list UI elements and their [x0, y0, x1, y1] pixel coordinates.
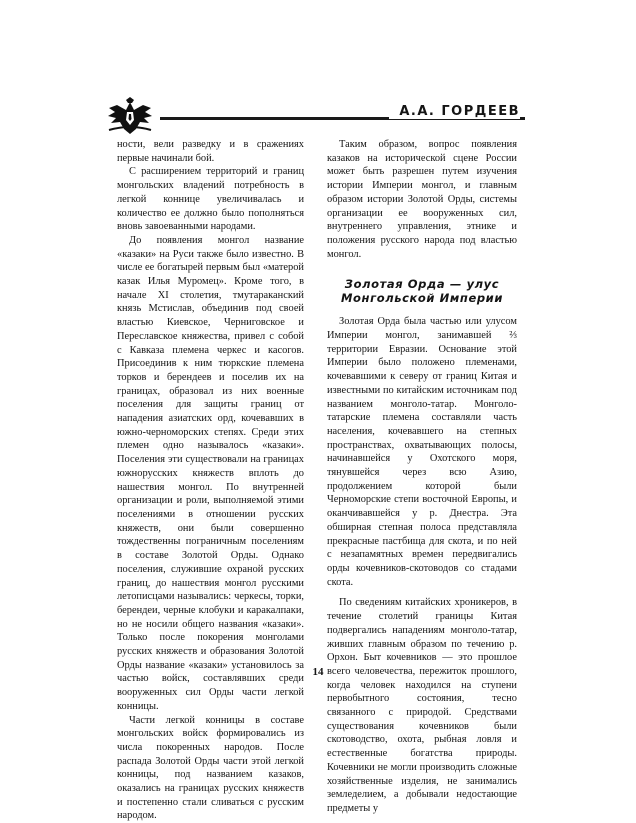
running-header-author: А.А. ГОРДЕЕВ: [389, 104, 520, 119]
section-heading-line: Золотая Орда — улус: [344, 277, 500, 292]
left-column: [117, 138, 304, 823]
paragraph: Золотая Орда была частью или улусом Империи монгол, занимавшей ⅔ территории Евразии. Основание этой Империи было положено племенами, кочевавшими к северу от границ Китая и известными по китайским источникам под названием монголо-татар. Монголо-татарские племена составляли часть населения, кочевавшего на степных пространствах, охватывающих полосы, начинавшейся у Охотского моря, тянувшейся через всю Азию, продолжением которой были Черноморские степи восточной Европы, и оканчивавшейся у р. Днестра. Эта обширная степная полоса представляла прекрасные пастбища для скота, и по ней с незапамятных времен передвигались орды кочевников-скотоводов со стадами скота.: [327, 316, 517, 588]
paragraph: ности, вели разведку и в сражениях первые начинали бой.: [117, 139, 304, 164]
paragraph: По сведениям китайских хроникеров, в течение столетий границы Китая подвергались нападениям монголо-татар, живших главным образом по течению р. Орхон. Быт кочевников — это прошлое всего человечества, пережиток прошлого, когда человек находился на ступени первобытного состояния, тесно связанного с природой. Средствами существования кочевников были скотоводство, охота, рыбная ловля и естественные богатства природы. Кочевники не могли производить сложные хозяйственные изделия, не занимались земледелием, а добывали недостающие предметы у: [327, 597, 517, 814]
paragraph: До появления монгол название «казаки» на Руси также было известно. В числе ее богатырей первым был «матерой казак Илья Муромец». Кроме того, в начале XI столетия, тмутараканский князь Мстислав, объединив под своей властью Киевское, Черниговское и Переславское княжества, привел с собой с Кавказа племена черкес и касогов. Присоединив к ним тюркские племена торков и берендеев и поселив их на границах, образовал из них военные поселения для защиты границ от нападения азиатских орд, кочевавших в южно-черноморских степях. Среди этих племен одно называлось «казаки». Поселения эти существовали на границах южнорусских княжеств вплоть до нашествия монгол. По внутренней организации и роли, выполняемой этими поселениями в отношении русских княжеств, они были совершенно тождественны пограничным поселениям в составе Золотой Орды. Однако поселения, служившие охраной русских границ, до нашествия монгол русскими летописцами назывались: черкесы, торки, берендеи, черные клобуки и каракалпаки, но не носили общего названия «казаки». Только после покорения монголами русских княжеств и образования Золотой Орды название «казаки» установилось за частью войск, составлявших среди вооруженных сил Орды части легкой конницы.: [117, 234, 304, 712]
double-headed-eagle-icon: [105, 96, 155, 138]
section-heading: [333, 277, 511, 305]
page-number: 14: [312, 666, 324, 678]
paragraph: Части легкой конницы в составе монгольских войск формировались из числа покоренных народов. После распада Золотой Орды части этой легкой конницы, под названием казаков, оказались на границах русских княжеств и постепенно стали сливаться с русским народом.: [117, 714, 304, 822]
section-heading-line: Монгольской Империи: [341, 291, 503, 306]
paragraph: С расширением территорий и границ монгольских владений потребность в легкой коннице увеличивалась и количество ее должно было пополняться вновь завоеванными народами.: [117, 166, 304, 233]
right-column: [327, 138, 517, 816]
paragraph: Таким образом, вопрос появления казаков на исторической сцене России может быть разрешен путем изучения истории Империи монгол, и главным образом истории Золотой Орды, системы организации ее вооруженных сил, внутреннего управления, этнике и положения русского народа под властью монгол.: [327, 139, 517, 260]
